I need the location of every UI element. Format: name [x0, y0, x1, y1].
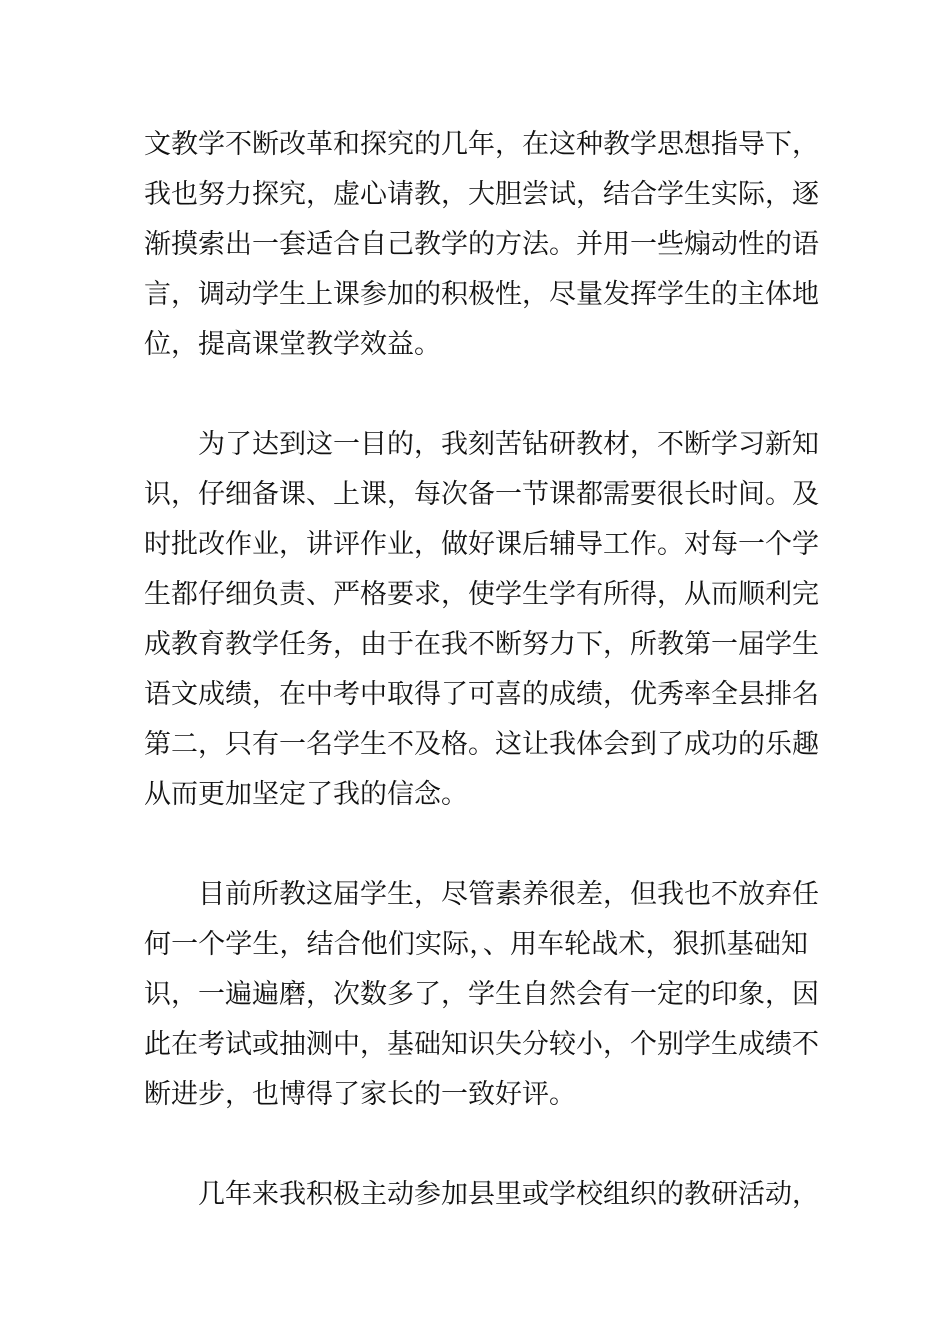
text-line: 言，调动学生上课参加的积极性，尽量发挥学生的主体地 [144, 279, 819, 310]
text-line: 识，一遍遍磨，次数多了，学生自然会有一定的印象，因 [144, 979, 819, 1010]
text-line: 断进步，也博得了家长的一致好评。 [144, 1079, 576, 1110]
text-line: 从而更加坚定了我的信念。 [144, 779, 468, 810]
text-line: 渐摸索出一套适合自己教学的方法。并用一些煽动性的语 [144, 229, 819, 260]
paragraph-4 [144, 1170, 819, 1220]
document-body [144, 120, 819, 1270]
text-line: 我也努力探究，虚心请教，大胆尝试，结合学生实际，逐 [144, 179, 819, 210]
text-line: 目前所教这届学生，尽管素养很差，但我也不放弃任 [144, 879, 819, 910]
text-line: 成教育教学任务，由于在我不断努力下，所教第一届学生 [144, 629, 819, 660]
paragraph-2 [144, 420, 819, 820]
text-line: 生都仔细负责、严格要求，使学生学有所得，从而顺利完 [144, 579, 819, 610]
text-line: 何一个学生，结合他们实际，、用车轮战术，狠抓基础知 [144, 929, 808, 960]
paragraph-3 [144, 870, 819, 1120]
text-line: 此在考试或抽测中，基础知识失分较小，个别学生成绩不 [144, 1029, 819, 1060]
text-line: 语文成绩，在中考中取得了可喜的成绩，优秀率全县排名 [144, 679, 819, 710]
text-line: 位，提高课堂教学效益。 [144, 329, 441, 360]
text-line: 为了达到这一目的，我刻苦钻研教材，不断学习新知 [144, 429, 819, 460]
text-line: 时批改作业，讲评作业，做好课后辅导工作。对每一个学 [144, 529, 819, 560]
text-line: 识，仔细备课、上课，每次备一节课都需要很长时间。及 [144, 479, 819, 510]
text-line: 文教学不断改革和探究的几年，在这种教学思想指导下， [144, 129, 819, 160]
paragraph-1 [144, 120, 819, 370]
text-line: 第二，只有一名学生不及格。这让我体会到了成功的乐趣 [144, 729, 819, 760]
text-line: 几年来我积极主动参加县里或学校组织的教研活动， [144, 1179, 819, 1210]
